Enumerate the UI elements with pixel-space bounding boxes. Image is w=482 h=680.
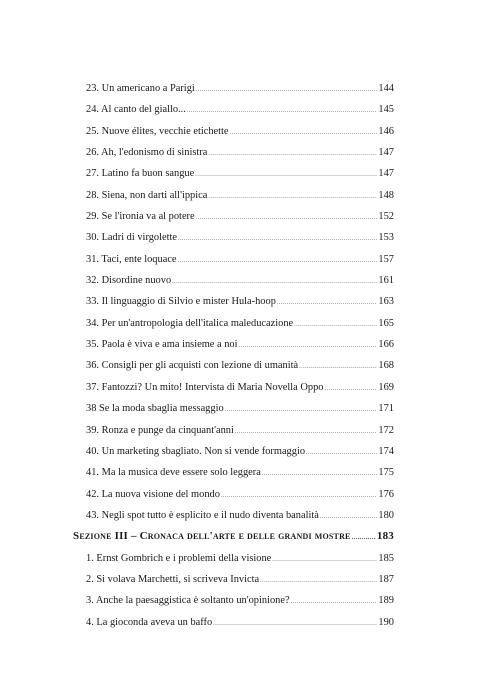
entry-page: 189 <box>378 595 394 607</box>
entry-page: 171 <box>378 403 394 415</box>
section-page: 183 <box>376 530 394 543</box>
dot-leader <box>178 251 378 272</box>
toc-entry <box>0 227 482 248</box>
toc-entry <box>0 398 482 419</box>
entry-page: 153 <box>378 232 394 244</box>
dot-leader <box>299 357 377 378</box>
toc-entry <box>0 441 482 462</box>
entry-page: 187 <box>378 573 394 585</box>
dot-leader <box>208 144 377 165</box>
toc-entry <box>0 484 482 505</box>
dot-leader <box>196 208 378 229</box>
dot-leader <box>230 123 378 144</box>
entry-title: 28. Siena, non darti all'ippica <box>86 189 208 201</box>
toc-entry <box>0 78 482 99</box>
dot-leader <box>235 422 378 443</box>
entry-title: 43. Negli spot tutto è esplicito e il nudo diventa banalità <box>86 509 319 521</box>
toc-entry <box>0 206 482 227</box>
entry-page: 163 <box>378 296 394 308</box>
entry-title: 36. Consigli per gli acquisti con lezione di umanità <box>86 360 299 372</box>
entry-page: 165 <box>378 317 394 329</box>
entry-title: 29. Se l'ironia va al potere <box>86 211 195 223</box>
dot-leader <box>260 571 377 592</box>
dot-leader <box>195 165 377 186</box>
dot-leader <box>225 400 378 421</box>
entry-page: 175 <box>378 467 394 479</box>
dot-leader <box>277 293 378 314</box>
entry-page: 176 <box>378 488 394 500</box>
entry-title: 35. Paola è viva e ama insieme a noi <box>86 339 238 351</box>
entry-title: 30. Ladri di virgolette <box>86 232 177 244</box>
toc-entry <box>0 334 482 355</box>
entry-page: 144 <box>378 83 394 94</box>
dot-leader <box>208 187 377 208</box>
toc-entry <box>0 548 482 569</box>
dot-leader <box>272 550 377 571</box>
toc-entry <box>0 569 482 590</box>
entry-title: 25. Nuove élites, vecchie etichette <box>86 125 229 137</box>
toc-entry <box>0 505 482 526</box>
dot-leader <box>320 507 378 528</box>
entry-page: 185 <box>378 552 394 564</box>
toc-entry <box>0 163 482 184</box>
toc-entry <box>0 142 482 163</box>
entry-page: 146 <box>378 125 394 137</box>
dot-leader <box>262 464 378 485</box>
toc-entry <box>0 121 482 142</box>
entry-page: 148 <box>378 189 394 201</box>
dot-leader <box>178 229 377 250</box>
toc-entry <box>0 185 482 206</box>
dot-leader <box>291 592 378 613</box>
entry-page: 169 <box>378 381 394 393</box>
table-of-contents <box>0 78 482 633</box>
dot-leader <box>172 272 377 293</box>
toc-entry <box>0 249 482 270</box>
section-title: Sezione III – Cronaca dell'arte e delle grandi mostre <box>73 530 351 543</box>
dot-leader <box>306 443 377 464</box>
entry-page: 147 <box>378 168 394 180</box>
entry-page: 157 <box>378 253 394 265</box>
entry-title: 31. Taci, ente loquace <box>86 253 177 265</box>
section-heading <box>0 526 482 547</box>
dot-leader <box>213 614 377 635</box>
toc-entry <box>0 313 482 334</box>
entry-title: 1. Ernst Gombrich e i problemi della visione <box>86 552 272 564</box>
entry-title: 33. Il linguaggio di Silvio e mister Hula-hoop <box>86 296 276 308</box>
toc-entry <box>0 462 482 483</box>
toc-entry <box>0 291 482 312</box>
entry-page: 180 <box>378 509 394 521</box>
toc-entry <box>0 420 482 441</box>
entry-page: 166 <box>378 339 394 351</box>
entry-title: 26. Ah, l'edonismo di sinistra <box>86 147 208 159</box>
entry-page: 161 <box>378 275 394 287</box>
entry-page: 168 <box>378 360 394 372</box>
entry-title: 27. Latino fa buon sangue <box>86 168 195 180</box>
entry-page: 190 <box>378 616 394 628</box>
entry-page: 152 <box>378 211 394 223</box>
entry-title: 38 Se la moda sbaglia messaggio <box>86 403 224 415</box>
entry-title: 40. Un marketing sbagliato. Non si vende formaggio <box>86 445 306 457</box>
dot-leader <box>221 486 378 507</box>
dot-leader <box>196 80 378 101</box>
dot-leader <box>324 379 377 400</box>
toc-entry <box>0 355 482 376</box>
entry-title: 34. Per un'antropologia dell'italica maleducazione <box>86 317 294 329</box>
entry-title: 39. Ronza e punge da cinquant'anni <box>86 424 234 436</box>
toc-entry <box>0 270 482 291</box>
dot-leader <box>187 101 378 122</box>
dot-leader <box>352 528 376 549</box>
entry-title: 41. Ma la musica deve essere solo leggera <box>86 467 261 479</box>
entry-page: 147 <box>378 147 394 159</box>
toc-entry <box>0 377 482 398</box>
entry-title: 23. Un americano a Parigi <box>86 83 195 94</box>
entry-title: 37. Fantozzi? Un mito! Intervista di Maria Novella Oppo <box>86 381 324 393</box>
entry-title: 32. Disordine nuovo <box>86 275 172 287</box>
toc-entry <box>0 99 482 120</box>
entry-title: 4. La gioconda aveva un baffo <box>86 616 213 628</box>
entry-title: 24. Al canto del giallo... <box>86 104 186 116</box>
entry-title: 42. La nuova visione del mondo <box>86 488 220 500</box>
toc-entry <box>0 612 482 633</box>
dot-leader <box>294 315 377 336</box>
entry-title: 2. Si volava Marchetti, si scriveva Invicta <box>86 573 260 585</box>
entry-page: 174 <box>378 445 394 457</box>
toc-entry <box>0 590 482 611</box>
dot-leader <box>238 336 377 357</box>
entry-page: 145 <box>378 104 394 116</box>
entry-title: 3. Anche la paesaggistica è soltanto un'opinione? <box>86 595 290 607</box>
entry-page: 172 <box>378 424 394 436</box>
